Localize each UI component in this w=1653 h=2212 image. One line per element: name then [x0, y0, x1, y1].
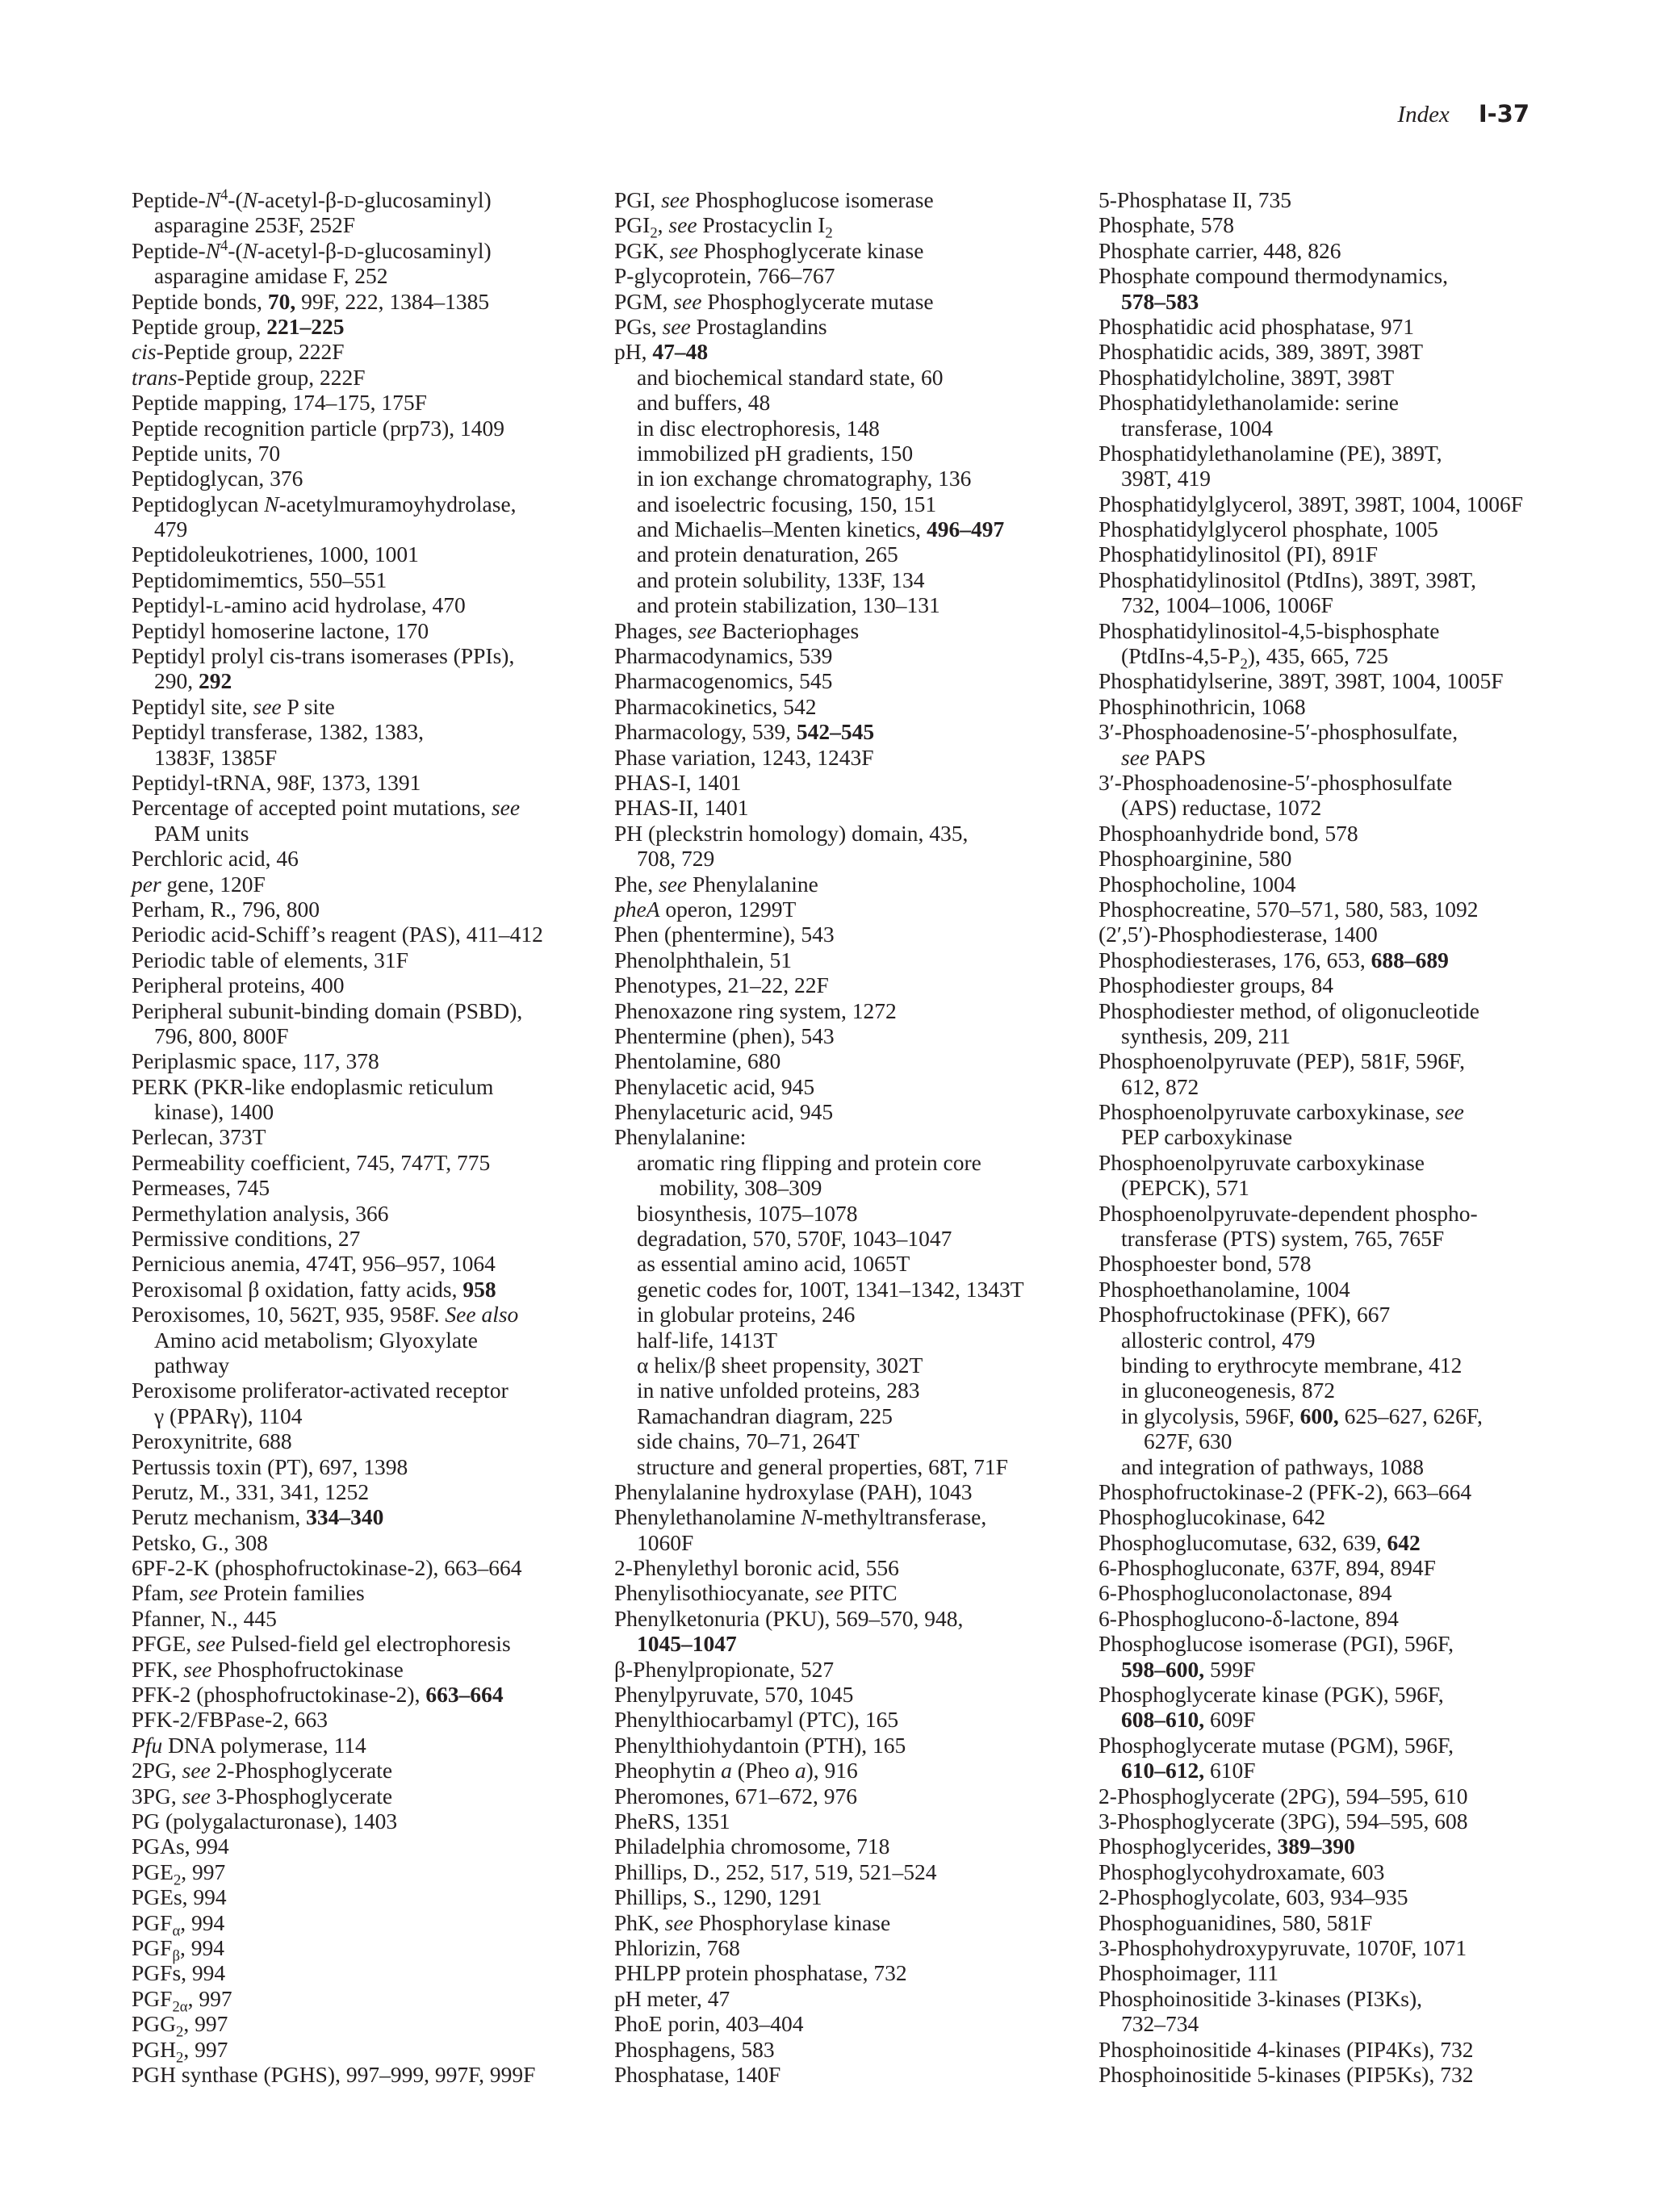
index-line: Phosphoinositide 5-kinases (PIP5Ks), 732 [1099, 2061, 1474, 2087]
index-line: Peptidyl prolyl cis-trans isomerases (PPIs), [132, 643, 515, 669]
index-line: 5-Phosphatase II, 735 [1099, 187, 1292, 212]
index-line: transferase, 1004 [1121, 415, 1273, 441]
index-line: Phenotypes, 21–22, 22F [614, 972, 829, 998]
index-line: Amino acid metabolism; Glyoxylate [154, 1327, 478, 1353]
index-line: Phenylethanolamine N-methyltransferase, [614, 1504, 987, 1530]
index-line: 1383F, 1385F [154, 744, 278, 770]
index-line: Peptidoglycan N-acetylmuramoyhydrolase, [132, 491, 517, 516]
index-line: PERK (PKR-like endoplasmic reticulum [132, 1073, 494, 1099]
index-line: PGAs, 994 [132, 1834, 229, 1859]
index-line: Perham, R., 796, 800 [132, 896, 320, 922]
index-line: Phosphatidylglycerol, 389T, 398T, 1004, 1006F [1099, 491, 1524, 516]
index-line: PGEs, 994 [132, 1884, 227, 1910]
index-line: in native unfolded proteins, 283 [637, 1378, 920, 1403]
index-line: PFGE, see Pulsed-field gel electrophoresis [132, 1631, 511, 1657]
index-line: P-glycoprotein, 766–767 [614, 263, 835, 289]
index-line: PGK, see Phosphoglycerate kinase [614, 237, 924, 263]
index-line: Phosphoinositide 3-kinases (PI3Ks), [1099, 1985, 1423, 2011]
index-line: Pharmacodynamics, 539 [614, 643, 833, 669]
index-line: 6-Phosphoglucono-δ-lactone, 894 [1099, 1605, 1399, 1631]
index-line: (PEPCK), 571 [1121, 1175, 1249, 1201]
index-line: 290, 292 [154, 668, 232, 694]
index-line: Phosphatase, 140F [614, 2061, 781, 2087]
index-line: cis-Peptide group, 222F [132, 339, 345, 365]
index-line: aromatic ring flipping and protein core [637, 1149, 981, 1175]
index-line: Peripheral proteins, 400 [132, 972, 345, 998]
index-column-3 [1099, 187, 1523, 2087]
index-line: per gene, 120F [132, 871, 266, 897]
index-line: (APS) reductase, 1072 [1121, 795, 1322, 821]
index-line: PFK-2/FBPase-2, 663 [132, 1707, 328, 1733]
index-line: Periodic table of elements, 31F [132, 947, 408, 972]
index-line: Phosphatidylcholine, 389T, 398T [1099, 364, 1395, 390]
index-line: Phosphoimager, 111 [1099, 1960, 1278, 1986]
index-line: PGs, see Prostaglandins [614, 313, 827, 339]
index-line: 610–612, 610F [1121, 1758, 1256, 1783]
index-line: Peptidyl site, see P site [132, 693, 335, 719]
index-line: 732, 1004–1006, 1006F [1121, 592, 1333, 618]
index-line: Peptide units, 70 [132, 440, 281, 466]
index-line: pheA operon, 1299T [614, 896, 797, 922]
index-line: β-Phenylpropionate, 527 [614, 1656, 835, 1682]
index-line: Petsko, G., 308 [132, 1529, 268, 1555]
index-line: Phosphate compound thermodynamics, [1099, 263, 1449, 289]
index-line: Peptidyl-tRNA, 98F, 1373, 1391 [132, 769, 421, 795]
index-line: Peroxisome proliferator-activated receptor [132, 1378, 508, 1403]
index-line: Phentermine (phen), 543 [614, 1022, 835, 1048]
index-line: Phosphocreatine, 570–571, 580, 583, 1092 [1099, 896, 1479, 922]
index-line: synthesis, 209, 211 [1121, 1022, 1291, 1048]
index-line: Phosphagens, 583 [614, 2036, 775, 2062]
index-line: PEP carboxykinase [1121, 1124, 1293, 1150]
index-line: Peptide mapping, 174–175, 175F [132, 390, 427, 416]
index-line: pH meter, 47 [614, 1985, 730, 2011]
index-line: Peptidoleukotrienes, 1000, 1001 [132, 542, 419, 567]
index-line: Phenoxazone ring system, 1272 [614, 997, 897, 1023]
index-line: degradation, 570, 570F, 1043–1047 [637, 1226, 952, 1252]
index-line: and buffers, 48 [637, 390, 771, 416]
index-line: 3PG, see 3-Phosphoglycerate [132, 1783, 393, 1808]
index-line: Phosphatidic acid phosphatase, 971 [1099, 313, 1415, 339]
index-line: 2PG, see 2-Phosphoglycerate [132, 1758, 393, 1783]
index-line: PHLPP protein phosphatase, 732 [614, 1960, 907, 1986]
index-line: transferase (PTS) system, 765, 765F [1121, 1226, 1445, 1252]
index-line: Phosphatidylethanolamide: serine [1099, 390, 1399, 416]
index-line: Phosphoglucomutase, 632, 639, 642 [1099, 1529, 1421, 1555]
index-line: Phosphoenolpyruvate (PEP), 581F, 596F, [1099, 1048, 1465, 1074]
index-line: Phosphatidic acids, 389, 389T, 398T [1099, 339, 1424, 365]
index-line: Periplasmic space, 117, 378 [132, 1048, 379, 1074]
index-line: 1045–1047 [637, 1631, 737, 1657]
index-line: Phosphoglucokinase, 642 [1099, 1504, 1326, 1530]
index-line: Phenylthiocarbamyl (PTC), 165 [614, 1707, 899, 1733]
index-line: Pernicious anemia, 474T, 956–957, 1064 [132, 1251, 496, 1277]
index-line: Permethylation analysis, 366 [132, 1200, 389, 1226]
index-line: Phenylalanine hydroxylase (PAH), 1043 [614, 1478, 973, 1504]
index-line: Phosphinothricin, 1068 [1099, 693, 1306, 719]
index-line: Phosphofructokinase (PFK), 667 [1099, 1302, 1391, 1328]
index-line: and biochemical standard state, 60 [637, 364, 944, 390]
index-line: asparagine amidase F, 252 [154, 263, 388, 289]
index-line: Phosphatidylinositol (PtdIns), 389T, 398T, [1099, 567, 1477, 592]
index-line: Phosphodiester groups, 84 [1099, 972, 1334, 998]
index-line: Phenylalanine: [614, 1124, 747, 1150]
index-line: and integration of pathways, 1088 [1121, 1453, 1424, 1479]
index-line: 612, 872 [1121, 1073, 1199, 1099]
index-line: immobilized pH gradients, 150 [637, 440, 914, 466]
index-line: Peroxisomes, 10, 562T, 935, 958F. See also [132, 1302, 519, 1328]
index-line: 3′-Phosphoadenosine-5′-phosphosulfate [1099, 769, 1453, 795]
index-line: Phosphate, 578 [1099, 212, 1235, 238]
index-line: $PGH_2$, 997 [132, 2036, 228, 2067]
index-line: Phillips, S., 1290, 1291 [614, 1884, 822, 1910]
index-line: Pfam, see Protein families [132, 1580, 365, 1606]
index-line: α helix/β sheet propensity, 302T [637, 1352, 923, 1378]
index-line: kinase), 1400 [154, 1099, 274, 1125]
index-line: 6-Phosphogluconolactonase, 894 [1099, 1580, 1392, 1606]
index-line: 627F, 630 [1144, 1428, 1232, 1454]
index-line: Phosphatidylglycerol phosphate, 1005 [1099, 516, 1438, 542]
index-line: Phosphoglycerides, 389–390 [1099, 1834, 1355, 1859]
index-line: Pertussis toxin (PT), 697, 1398 [132, 1453, 408, 1479]
index-line: Phen (phentermine), 543 [614, 922, 835, 947]
index-line: Phosphoenolpyruvate carboxykinase [1099, 1149, 1425, 1175]
index-line: 608–610, 609F [1121, 1707, 1256, 1733]
index-line: and protein solubility, 133F, 134 [637, 567, 925, 592]
index-line: Phosphocholine, 1004 [1099, 871, 1296, 897]
index-line: PFK, see Phosphofructokinase [132, 1656, 404, 1682]
index-line: 2-Phosphoglycolate, 603, 934–935 [1099, 1884, 1408, 1910]
index-line: Phosphate carrier, 448, 826 [1099, 237, 1341, 263]
index-line: Peptidyl homoserine lactone, 170 [132, 617, 429, 643]
index-line: Phosphoinositide 4-kinases (PIP4Ks), 732 [1099, 2036, 1474, 2062]
index-line: 1060F [637, 1529, 694, 1555]
index-line: Pheophytin a (Pheo a), 916 [614, 1758, 858, 1783]
index-line: in ion exchange chromatography, 136 [637, 466, 972, 491]
index-line: 6PF-2-K (phosphofructokinase-2), 663–664 [132, 1555, 522, 1581]
index-line: Periodic acid-Schiff’s reagent (PAS), 411–412 [132, 922, 543, 947]
index-line: as essential amino acid, 1065T [637, 1251, 910, 1277]
index-line: PHAS-II, 1401 [614, 795, 749, 821]
index-line: 398T, 419 [1121, 466, 1212, 491]
index-line: Phosphoarginine, 580 [1099, 846, 1292, 872]
index-line: Perutz mechanism, 334–340 [132, 1504, 384, 1530]
index-line: Phosphoenolpyruvate carboxykinase, see [1099, 1099, 1464, 1125]
index-line: Peripheral subunit-binding domain (PSBD), [132, 997, 523, 1023]
index-line: Phenylketonuria (PKU), 569–570, 948, [614, 1605, 964, 1631]
index-column-1 [132, 187, 543, 2087]
index-line: Peroxisomal β oxidation, fatty acids, 958 [132, 1276, 496, 1302]
running-header [1397, 100, 1530, 128]
index-line: $PGI_2$, see Prostacyclin $I_2$ [614, 212, 833, 242]
index-line: PGFs, 994 [132, 1960, 226, 1986]
index-line: $PGE_2$, 997 [132, 1859, 226, 1889]
index-line: trans-Peptide group, 222F [132, 364, 366, 390]
index-line: PHAS-I, 1401 [614, 769, 742, 795]
index-line: Peptidyl-L-amino acid hydrolase, 470 [132, 592, 466, 618]
index-line: Phages, see Bacteriophages [614, 617, 860, 643]
index-line: Permeases, 745 [132, 1175, 270, 1201]
index-line: Phosphoglucose isomerase (PGI), 596F, [1099, 1631, 1454, 1657]
index-line: Phosphofructokinase-2 (PFK-2), 663–664 [1099, 1478, 1472, 1504]
index-line: Phosphatidylinositol (PI), 891F [1099, 542, 1379, 567]
index-line: Phenylisothiocyanate, see PITC [614, 1580, 898, 1606]
index-line: Philadelphia chromosome, 718 [614, 1834, 890, 1859]
index-line: 2-Phenylethyl boronic acid, 556 [614, 1555, 899, 1581]
index-line: and isoelectric focusing, 150, 151 [637, 491, 937, 516]
index-line: Pfu DNA polymerase, 114 [132, 1732, 366, 1758]
index-line: pathway [154, 1352, 230, 1378]
index-line: Perchloric acid, 46 [132, 846, 299, 872]
index-line: Peptide bonds, 70, 99F, 222, 1384–1385 [132, 288, 490, 314]
header-label: Index [1397, 102, 1450, 128]
index-line: Peptide recognition particle (prp73), 1409 [132, 415, 505, 441]
index-line: $PGG_2$, 997 [132, 2011, 228, 2041]
index-line: γ (PPARγ), 1104 [154, 1403, 303, 1428]
index-line: pH, 47–48 [614, 339, 709, 365]
index-line: Phosphoglycohydroxamate, 603 [1099, 1859, 1385, 1884]
index-line: allosteric control, 479 [1121, 1327, 1316, 1353]
index-line: PFK-2 (phosphofructokinase-2), 663–664 [132, 1682, 504, 1708]
index-line: in globular proteins, 246 [637, 1302, 856, 1328]
index-line: Phosphoenolpyruvate-dependent phospho- [1099, 1200, 1478, 1226]
index-line: Phenylaceturic acid, 945 [614, 1099, 834, 1125]
index-line: Pharmacokinetics, 542 [614, 693, 817, 719]
index-line: Pharmacogenomics, 545 [614, 668, 833, 694]
index-line: Peptide-$N^4-(N-acetyl-\beta-D-glucosaminyl)$ [132, 236, 492, 263]
index-line: Phillips, D., 252, 517, 519, 521–524 [614, 1859, 937, 1884]
index-line: Phosphoglycerate mutase (PGM), 596F, [1099, 1732, 1454, 1758]
index-line: Phosphatidylserine, 389T, 398T, 1004, 1005F [1099, 668, 1504, 694]
index-line: Phenylthiohydantoin (PTH), 165 [614, 1732, 906, 1758]
index-line: PheRS, 1351 [614, 1808, 730, 1834]
index-line: PH (pleckstrin homology) domain, 435, [614, 820, 969, 846]
index-line: Permissive conditions, 27 [132, 1226, 361, 1252]
index-line: in glycolysis, 596F, 600, 625–627, 626F, [1121, 1403, 1483, 1428]
index-line: Phenylacetic acid, 945 [614, 1073, 815, 1099]
index-line: asparagine 253F, 252F [154, 212, 356, 238]
index-line: $(PtdIns-4,5-P_2)$, 435, 665, 725 [1121, 643, 1388, 673]
index-line: PAM units [154, 820, 249, 846]
index-line: Phosphoguanidines, 580, 581F [1099, 1909, 1373, 1935]
index-line: Phosphoglycerate kinase (PGK), 596F, [1099, 1682, 1444, 1708]
index-line: 732–734 [1121, 2011, 1199, 2037]
index-line: Phosphodiester method, of oligonucleotide [1099, 997, 1480, 1023]
index-line: Peptide-$N^4-(N-acetyl-\beta-D-glucosaminyl)$ [132, 186, 492, 212]
page-number: I-37 [1478, 100, 1530, 128]
index-line: (2′,5′)-Phosphodiesterase, 1400 [1099, 922, 1378, 947]
index-line: binding to erythrocyte membrane, 412 [1121, 1352, 1463, 1378]
index-line: Phosphodiesterases, 176, 653, 688–689 [1099, 947, 1449, 972]
index-line: and protein denaturation, 265 [637, 542, 898, 567]
index-line: and Michaelis–Menten kinetics, 496–497 [637, 516, 1005, 542]
index-line: Phosphoanhydride bond, 578 [1099, 820, 1358, 846]
index-line: Pharmacology, 539, 542–545 [614, 719, 875, 745]
index-line: 3′-Phosphoadenosine-5′-phosphosulfate, [1099, 719, 1458, 745]
index-line: 708, 729 [637, 846, 715, 872]
index-line: Perlecan, 373T [132, 1124, 266, 1150]
index-line: Peroxynitrite, 688 [132, 1428, 292, 1454]
index-line: Phase variation, 1243, 1243F [614, 744, 874, 770]
index-line: Peptidyl transferase, 1382, 1383, [132, 719, 425, 745]
index-line: PGM, see Phosphoglycerate mutase [614, 288, 934, 314]
index-line: Phosphatidylinositol-4,5-bisphosphate [1099, 617, 1440, 643]
index-line: PhK, see Phosphorylase kinase [614, 1909, 891, 1935]
index-line: Percentage of accepted point mutations, see [132, 795, 521, 821]
index-line: 2-Phosphoglycerate (2PG), 594–595, 610 [1099, 1783, 1468, 1808]
index-line: PGI, see Phosphoglucose isomerase [614, 187, 934, 212]
index-line: 598–600, 599F [1121, 1656, 1256, 1682]
index-line: Ramachandran diagram, 225 [637, 1403, 893, 1428]
index-line: Phe, see Phenylalanine [614, 871, 818, 897]
index-line: Peptidomimemtics, 550–551 [132, 567, 387, 592]
index-line: Phenolphthalein, 51 [614, 947, 792, 972]
index-line: in gluconeogenesis, 872 [1121, 1378, 1336, 1403]
index-line: structure and general properties, 68T, 71F [637, 1453, 1008, 1479]
index-line: Phosphoethanolamine, 1004 [1099, 1276, 1350, 1302]
index-line: Permeability coefficient, 745, 747T, 775 [132, 1149, 491, 1175]
index-line: PG (polygalacturonase), 1403 [132, 1808, 398, 1834]
index-line: mobility, 308–309 [659, 1175, 822, 1201]
index-line: PGH synthase (PGHS), 997–999, 997F, 999F [132, 2061, 536, 2087]
index-line: PhoE porin, 403–404 [614, 2011, 804, 2037]
index-line: 3-Phosphoglycerate (3PG), 594–595, 608 [1099, 1808, 1468, 1834]
index-line: in disc electrophoresis, 148 [637, 415, 880, 441]
index-line: Perutz, M., 331, 341, 1252 [132, 1478, 370, 1504]
index-line: Pheromones, 671–672, 976 [614, 1783, 857, 1808]
index-line: Phosphoester bond, 578 [1099, 1251, 1312, 1277]
index-line: Phosphatidylethanolamine (PE), 389T, [1099, 440, 1442, 466]
index-line: half-life, 1413T [637, 1327, 778, 1353]
index-line: genetic codes for, 100T, 1341–1342, 1343T [637, 1276, 1024, 1302]
index-line: 796, 800, 800F [154, 1022, 289, 1048]
index-line: see PAPS [1121, 744, 1207, 770]
index-line: Peptide group, 221–225 [132, 313, 345, 339]
index-column-2 [614, 187, 1024, 2087]
index-line: 479 [154, 516, 188, 542]
index-line: biosynthesis, 1075–1078 [637, 1200, 858, 1226]
index-line: 6-Phosphogluconate, 637F, 894, 894F [1099, 1555, 1436, 1581]
index-line: Phentolamine, 680 [614, 1048, 781, 1074]
index-line: 578–583 [1121, 288, 1199, 314]
index-line: side chains, 70–71, 264T [637, 1428, 860, 1454]
index-line: $PGF_{2\alpha}$, 997 [132, 1985, 232, 2016]
index-line: Peptidoglycan, 376 [132, 466, 303, 491]
index-line: Pfanner, N., 445 [132, 1605, 277, 1631]
index-line: 3-Phosphohydroxypyruvate, 1070F, 1071 [1099, 1934, 1467, 1960]
index-line: Phenylpyruvate, 570, 1045 [614, 1682, 854, 1708]
index-line: $PGF_\alpha$, 994 [132, 1909, 225, 1940]
index-line: Phlorizin, 768 [614, 1934, 740, 1960]
index-line: $PGF_\beta$, 994 [132, 1934, 224, 1965]
index-line: and protein stabilization, 130–131 [637, 592, 940, 618]
